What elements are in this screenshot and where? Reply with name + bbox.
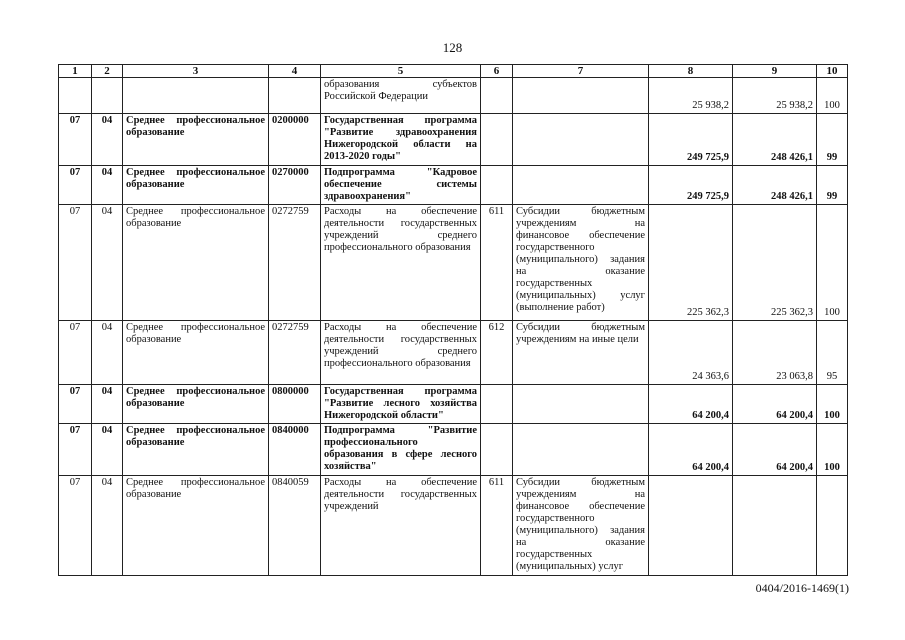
article-name: Государственная программа "Развитие лесного хозяйства Нижегородской области" [321,385,481,424]
expense-type-name [513,114,649,166]
expense-type-name [513,166,649,205]
header-cell: 2 [92,65,123,78]
expense-type-code [481,424,513,476]
expense-type-name [513,78,649,114]
target-article-code: 0840059 [269,476,321,576]
execution-percent: 95 [817,321,848,385]
subsection-code: 04 [92,205,123,321]
target-article-code: 0272759 [269,321,321,385]
executed-amount: 64 200,4 [733,385,817,424]
article-name: Расходы на обеспечение деятельности государственных учреждений [321,476,481,576]
section-code: 07 [59,476,92,576]
target-article-code [269,78,321,114]
execution-percent: 100 [817,205,848,321]
executed-amount: 225 362,3 [733,205,817,321]
subsection-code: 04 [92,166,123,205]
expense-type-name: Субсидии бюджетным учреждениям на финансовое обеспечение государственного (муниципального) задания на оказание государственных (муниципальных) услуг [513,476,649,576]
table-row [59,321,848,385]
subsection-code: 04 [92,385,123,424]
planned-amount: 24 363,6 [649,321,733,385]
header-cell: 7 [513,65,649,78]
header-row [59,65,848,78]
planned-amount: 225 362,3 [649,205,733,321]
section-name: Среднее профессиональное образование [123,114,269,166]
execution-percent: 99 [817,114,848,166]
section-name: Среднее профессиональное образование [123,424,269,476]
execution-percent [817,476,848,576]
section-name: Среднее профессиональное образование [123,166,269,205]
header-cell: 6 [481,65,513,78]
planned-amount [649,476,733,576]
section-code: 07 [59,321,92,385]
section-name [123,78,269,114]
planned-amount: 249 725,9 [649,114,733,166]
article-name: Государственная программа "Развитие здравоохранения Нижегородской области на 2013-2020 годы" [321,114,481,166]
expense-type-name [513,424,649,476]
document-code: 0404/2016-1469(1) [755,581,849,595]
target-article-code: 0272759 [269,205,321,321]
target-article-code: 0270000 [269,166,321,205]
target-article-code: 0840000 [269,424,321,476]
header-cell: 1 [59,65,92,78]
executed-amount [733,476,817,576]
section-name: Среднее профессиональное образование [123,476,269,576]
header-cell: 4 [269,65,321,78]
budget-table [58,64,848,576]
target-article-code: 0200000 [269,114,321,166]
expense-type-code: 611 [481,476,513,576]
expense-type-code [481,166,513,205]
section-code: 07 [59,205,92,321]
expense-type-code [481,114,513,166]
target-article-code: 0800000 [269,385,321,424]
execution-percent: 100 [817,424,848,476]
table-row [59,114,848,166]
subsection-code: 04 [92,321,123,385]
planned-amount: 64 200,4 [649,385,733,424]
article-name: образования субъектов Российской Федерации [321,78,481,114]
execution-percent: 100 [817,78,848,114]
section-name: Среднее профессиональное образование [123,205,269,321]
section-code: 07 [59,385,92,424]
header-cell: 3 [123,65,269,78]
section-name: Среднее профессиональное образование [123,385,269,424]
section-code [59,78,92,114]
executed-amount: 64 200,4 [733,424,817,476]
section-code: 07 [59,424,92,476]
page-number: 128 [442,40,463,55]
article-name: Расходы на обеспечение деятельности государственных учреждений среднего профессионального образования [321,321,481,385]
table-row [59,166,848,205]
expense-type-code: 612 [481,321,513,385]
article-name: Расходы на обеспечение деятельности государственных учреждений среднего профессионального образования [321,205,481,321]
executed-amount: 25 938,2 [733,78,817,114]
executed-amount: 248 426,1 [733,114,817,166]
table-row [59,424,848,476]
header-cell: 9 [733,65,817,78]
expense-type-code: 611 [481,205,513,321]
expense-type-name [513,385,649,424]
execution-percent: 99 [817,166,848,205]
subsection-code: 04 [92,476,123,576]
subsection-code: 04 [92,424,123,476]
planned-amount: 64 200,4 [649,424,733,476]
header-cell: 8 [649,65,733,78]
planned-amount: 249 725,9 [649,166,733,205]
expense-type-name: Субсидии бюджетным учреждениям на финансовое обеспечение государственного (муниципального) задания на оказание государственных (муниципальных) услуг (выполнение работ) [513,205,649,321]
table-row [59,78,848,114]
table-row [59,205,848,321]
table-row [59,385,848,424]
subsection-code: 04 [92,114,123,166]
section-code: 07 [59,166,92,205]
planned-amount: 25 938,2 [649,78,733,114]
table-row [59,476,848,576]
execution-percent: 100 [817,385,848,424]
expense-type-code [481,385,513,424]
header-cell: 5 [321,65,481,78]
article-name: Подпрограмма "Кадровое обеспечение системы здравоохранения" [321,166,481,205]
section-code: 07 [59,114,92,166]
article-name: Подпрограмма "Развитие профессионального образования в сфере лесного хозяйства" [321,424,481,476]
header-cell: 10 [817,65,848,78]
executed-amount: 248 426,1 [733,166,817,205]
section-name: Среднее профессиональное образование [123,321,269,385]
expense-type-code [481,78,513,114]
expense-type-name: Субсидии бюджетным учреждениям на иные цели [513,321,649,385]
subsection-code [92,78,123,114]
executed-amount: 23 063,8 [733,321,817,385]
